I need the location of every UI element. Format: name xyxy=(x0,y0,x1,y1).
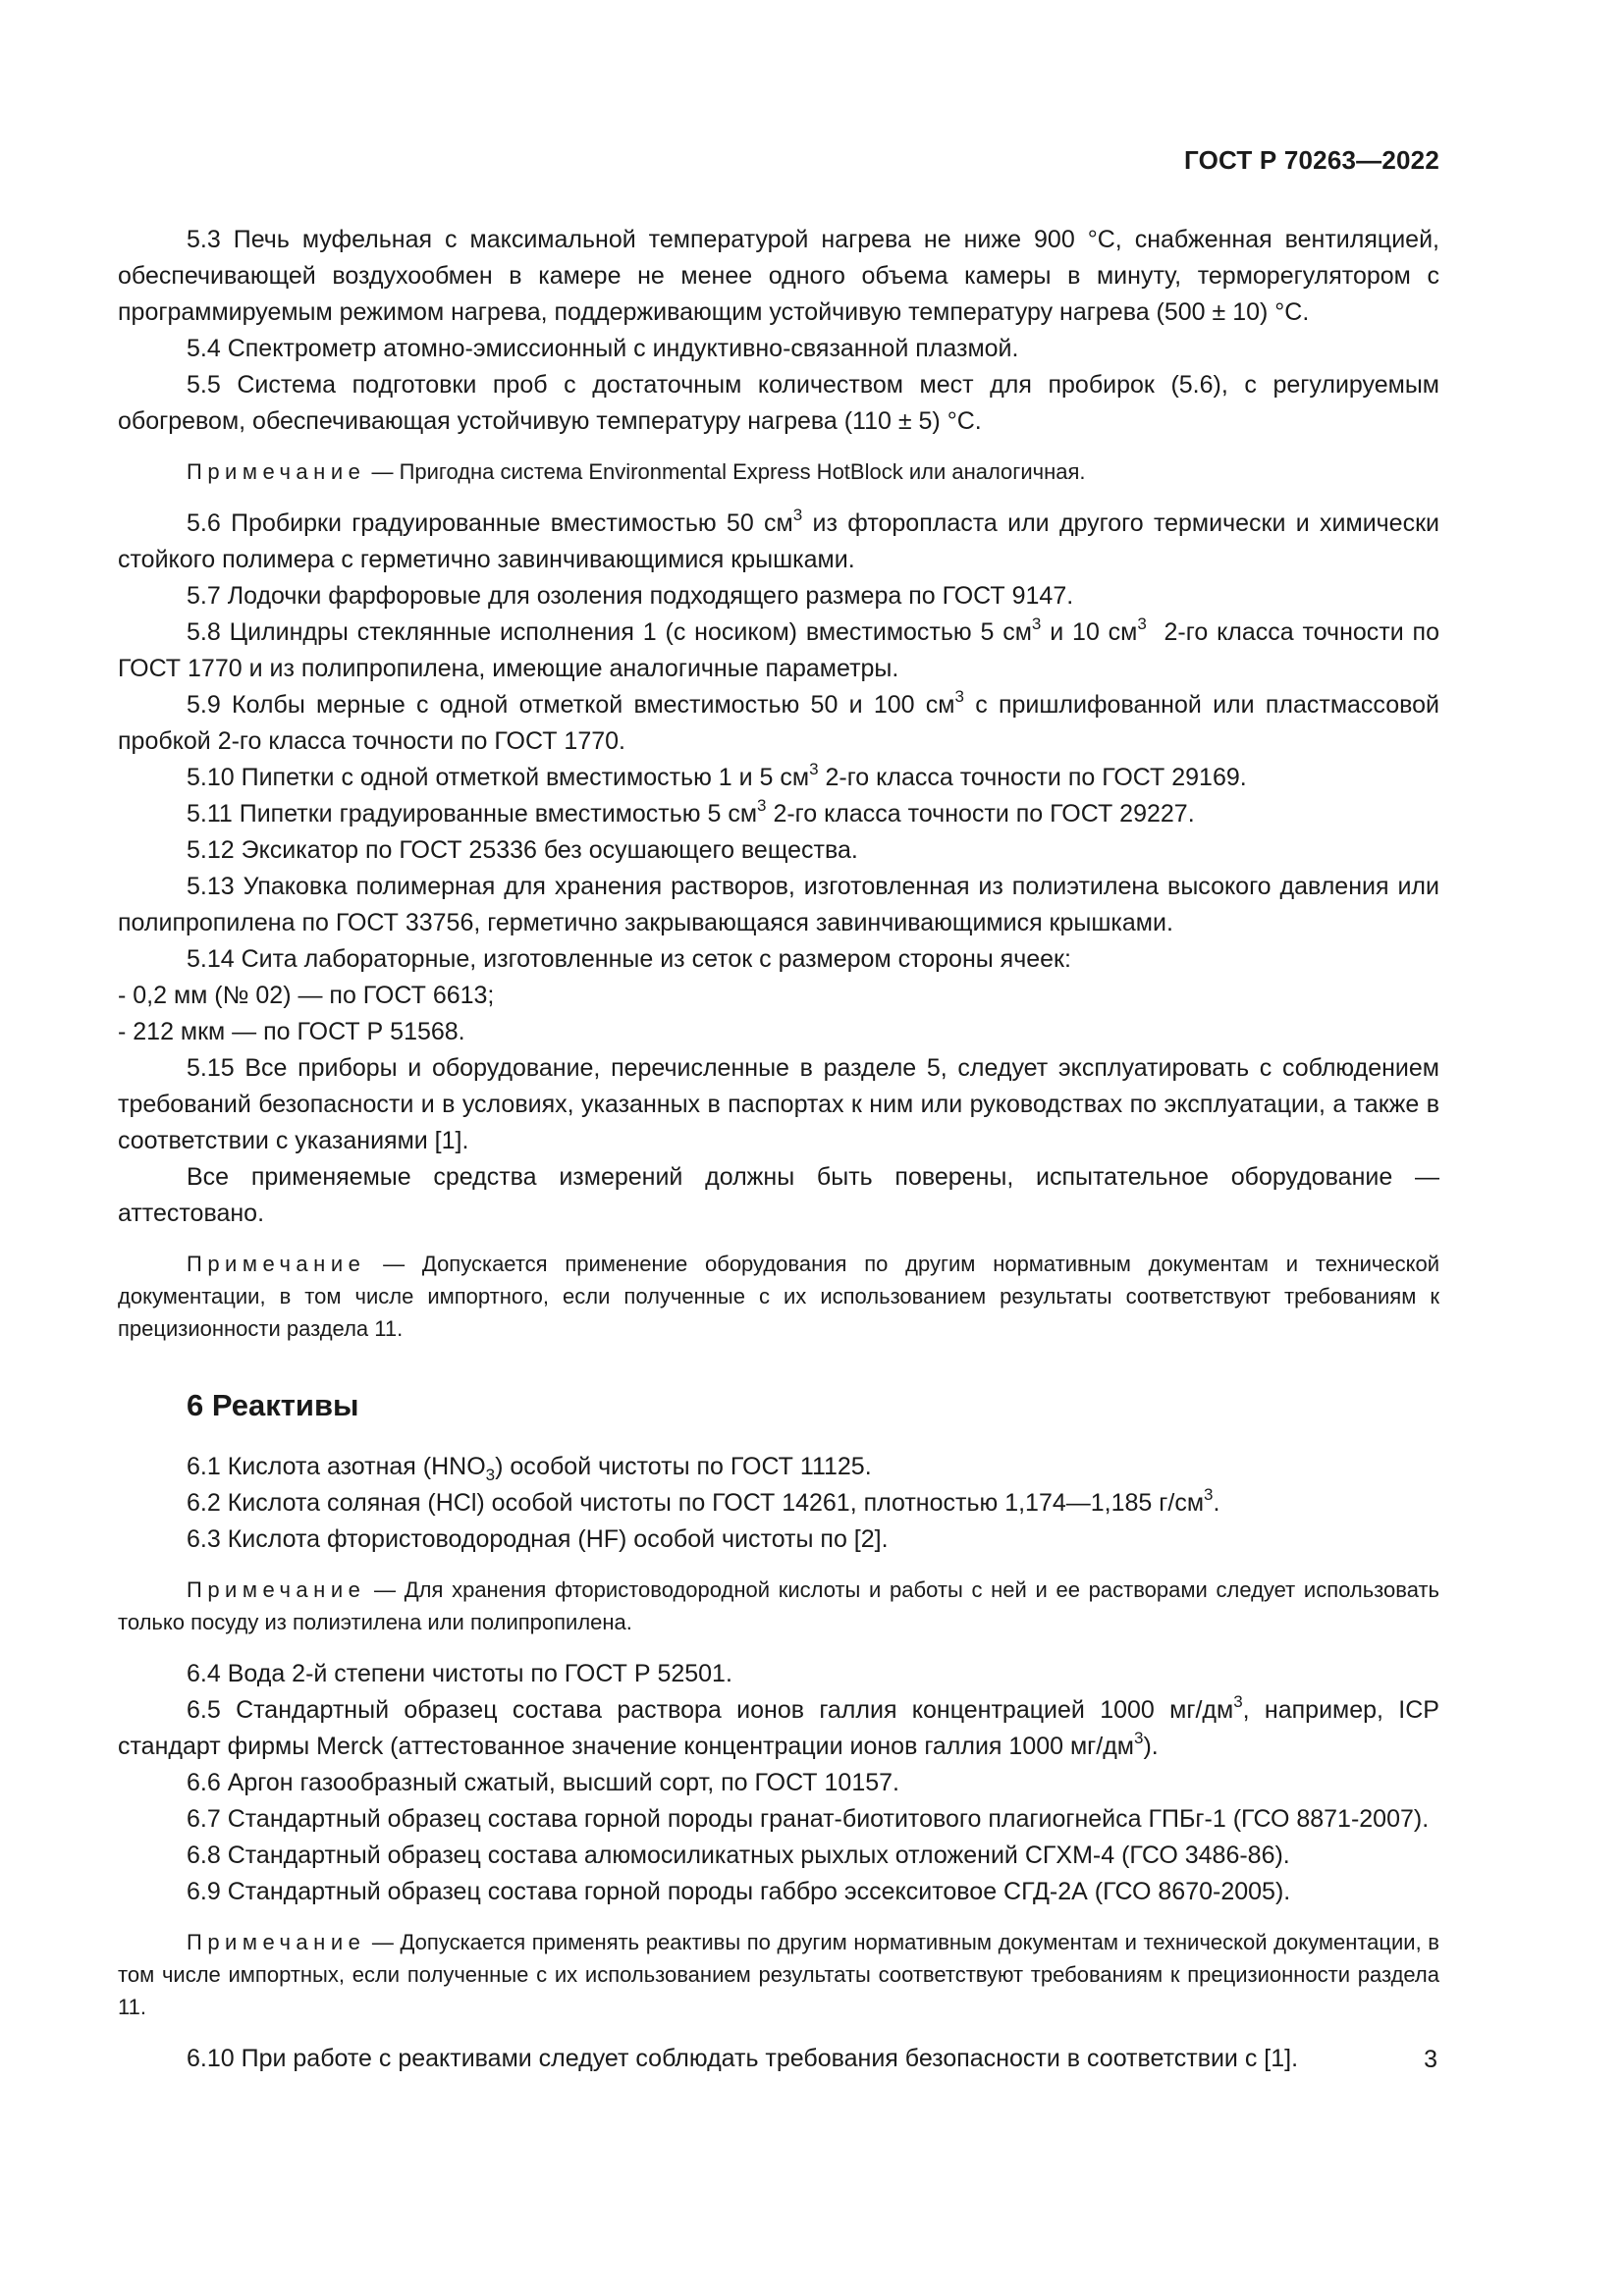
section-6-heading: 6 Реактивы xyxy=(187,1388,359,1422)
para-6-1 xyxy=(118,1449,1439,1485)
para-6-1-text-b: ) особой чистоты по ГОСТ 11125. xyxy=(495,1453,872,1480)
para-5-12: 5.12 Эксикатор по ГОСТ 25336 без осушающего вещества. xyxy=(187,836,858,864)
note-lead: Примечание xyxy=(187,1577,366,1602)
para-5-11 xyxy=(118,796,1439,832)
para-5-14: 5.14 Сита лабораторные, изготовленные из сеток с размером стороны ячеек: xyxy=(187,945,1071,973)
superscript: 3 xyxy=(809,760,819,778)
superscript: 3 xyxy=(792,506,803,524)
para-6-6: 6.6 Аргон газообразный сжатый, высший сорт, по ГОСТ 10157. xyxy=(187,1769,899,1796)
para-5-10-text-b: 2-го класса точности по ГОСТ 29169. xyxy=(818,764,1247,791)
para-6-5 xyxy=(118,1692,1439,1765)
superscript: 3 xyxy=(1137,614,1147,633)
para-5-6-text-a: 5.6 Пробирки градуированные вместимостью 50 см xyxy=(187,509,793,537)
superscript: 3 xyxy=(1031,614,1042,633)
para-5-8 xyxy=(118,614,1446,687)
para-5-7: 5.7 Лодочки фарфоровые для озоления подходящего размера по ГОСТ 9147. xyxy=(187,582,1074,610)
para-5-3: 5.3 Печь муфельная с максимальной температурой нагрева не ниже 900 °С, снабженная вентиляцией, обеспечивающей воздухообмен в камере не менее одного объема камеры в минуту, терморегулятором с программируемым режимом нагрева, поддерживающим устойчивую температуру нагрева (500 ± 10) °С. xyxy=(118,226,1439,326)
note-text: — Допускается применение оборудования по другим нормативным документам и технической документации, в том числе импортного, если полученные с их использованием результаты соответствуют требованиям к прецизионности раздела 11. xyxy=(118,1252,1439,1341)
para-6-5-text-a: 6.5 Стандартный образец состава раствора ионов галлия концентрацией 1000 мг/дм xyxy=(187,1696,1234,1724)
para-5-9-text-b: с пришлифованной или пластмассовой пробкой 2-го класса точности по ГОСТ 1770. xyxy=(118,691,1439,755)
superscript: 3 xyxy=(757,796,767,815)
para-5-13: 5.13 Упаковка полимерная для хранения растворов, изготовленная из полиэтилена высокого давления или полипропилена по ГОСТ 33756, герметично закрывающаяся завинчивающимися крышками. xyxy=(118,873,1439,936)
superscript: 3 xyxy=(954,687,964,706)
para-5-6 xyxy=(118,506,1439,578)
para-5-8-text-b: и 10 см xyxy=(1041,618,1138,646)
para-6-3: 6.3 Кислота фтористоводородная (HF) особой чистоты по [2]. xyxy=(187,1525,889,1553)
note-lead: Примечание xyxy=(187,1930,366,1954)
note-text: — Допускается применять реактивы по другим нормативным документам и технической документации, в том числе импортных, если полученные с их использованием результаты соответствуют требованиям к прецизионности раздела 11. xyxy=(118,1930,1439,2019)
para-5-8-text-a: 5.8 Цилиндры стеклянные исполнения 1 (с носиком) вместимостью 5 см xyxy=(187,618,1032,646)
page-number: 3 xyxy=(1424,2046,1437,2073)
para-6-2 xyxy=(118,1485,1439,1522)
para-5-4: 5.4 Спектрометр атомно-эмиссионный с индуктивно-связанной плазмой. xyxy=(187,335,1019,362)
para-6-7: 6.7 Стандартный образец состава горной породы гранат-биотитового плагиогнейса ГПБг-1 (ГСО 8871-2007). xyxy=(187,1805,1430,1833)
note-text: — Пригодна система Environmental Express HotBlock или аналогичная. xyxy=(365,459,1086,484)
note-3 xyxy=(118,1574,1439,1638)
note-lead: Примечание xyxy=(187,1252,366,1276)
para-6-5-text-b: , например, ICP стандарт фирмы Merck (аттестованное значение концентрации ионов галлия 1000 мг/дм xyxy=(118,1696,1439,1760)
superscript: 3 xyxy=(1204,1485,1214,1504)
para-5-6-text-b: из фторопласта или другого термически и химически стойкого полимера с герметично завинчивающимися крышками. xyxy=(118,509,1439,573)
para-5-8-text-c: 2-го класса точности по ГОСТ 1770 и из полипропилена, имеющие аналогичные параметры. xyxy=(118,618,1446,682)
para-6-9: 6.9 Стандартный образец состава горной породы габбро эссекситовое СГД-2А (ГСО 8670-2005). xyxy=(187,1878,1291,1905)
para-6-5-text-c: ). xyxy=(1143,1733,1159,1760)
list-item-sieve-1: - 0,2 мм (№ 02) — по ГОСТ 6613; xyxy=(118,982,495,1009)
para-6-10: 6.10 При работе с реактивами следует соблюдать требования безопасности в соответствии с [1]. xyxy=(187,2045,1299,2072)
superscript: 3 xyxy=(1134,1729,1144,1747)
superscript: 3 xyxy=(1233,1692,1243,1711)
para-6-2-text-b: . xyxy=(1213,1489,1220,1517)
note-4 xyxy=(118,1926,1439,2023)
para-5-11-text-a: 5.11 Пипетки градуированные вместимостью 5 см xyxy=(187,800,758,828)
note-2 xyxy=(118,1248,1439,1345)
doc-code-header: ГОСТ Р 70263—2022 xyxy=(1184,145,1439,175)
para-6-4: 6.4 Вода 2-й степени чистоты по ГОСТ Р 52501. xyxy=(187,1660,732,1687)
para-5-9-text-a: 5.9 Колбы мерные с одной отметкой вместимостью 50 и 100 см xyxy=(187,691,955,719)
para-5-10-text-a: 5.10 Пипетки с одной отметкой вместимостью 1 и 5 см xyxy=(187,764,810,791)
para-6-8: 6.8 Стандартный образец состава алюмосиликатных рыхлых отложений СГХМ-4 (ГСО 3486-86). xyxy=(187,1842,1290,1869)
para-5-10 xyxy=(118,760,1439,796)
subscript: 3 xyxy=(485,1466,496,1484)
note-1 xyxy=(118,455,1439,488)
note-lead: Примечание xyxy=(187,459,366,484)
para-5-5: 5.5 Система подготовки проб с достаточным количеством мест для пробирок (5.6), с регулируемым обогревом, обеспечивающая устойчивую температуру нагрева (110 ± 5) °С. xyxy=(118,371,1439,435)
page-content xyxy=(118,222,1446,2077)
para-6-2-text-a: 6.2 Кислота соляная (HCl) особой чистоты по ГОСТ 14261, плотностью 1,174—1,185 г/см xyxy=(187,1489,1205,1517)
para-5-11-text-b: 2-го класса точности по ГОСТ 29227. xyxy=(766,800,1195,828)
list-item-sieve-2: - 212 мкм — по ГОСТ Р 51568. xyxy=(118,1018,465,1045)
note-text: — Для хранения фтористоводородной кислоты и работы с ней и ее растворами следует использовать только посуду из полиэтилена или полипропилена. xyxy=(118,1577,1439,1634)
para-5-9 xyxy=(118,687,1439,760)
para-5-15-cont: Все применяемые средства измерений должны быть поверены, испытательное оборудование — аттестовано. xyxy=(118,1163,1439,1227)
para-6-1-text-a: 6.1 Кислота азотная (HNO xyxy=(187,1453,486,1480)
para-5-15: 5.15 Все приборы и оборудование, перечисленные в разделе 5, следует эксплуатировать с соблюдением требований безопасности и в условиях, указанных в паспортах к ним или руководствах по эксплуатации, а также в соответствии с указаниями [1]. xyxy=(118,1054,1439,1154)
